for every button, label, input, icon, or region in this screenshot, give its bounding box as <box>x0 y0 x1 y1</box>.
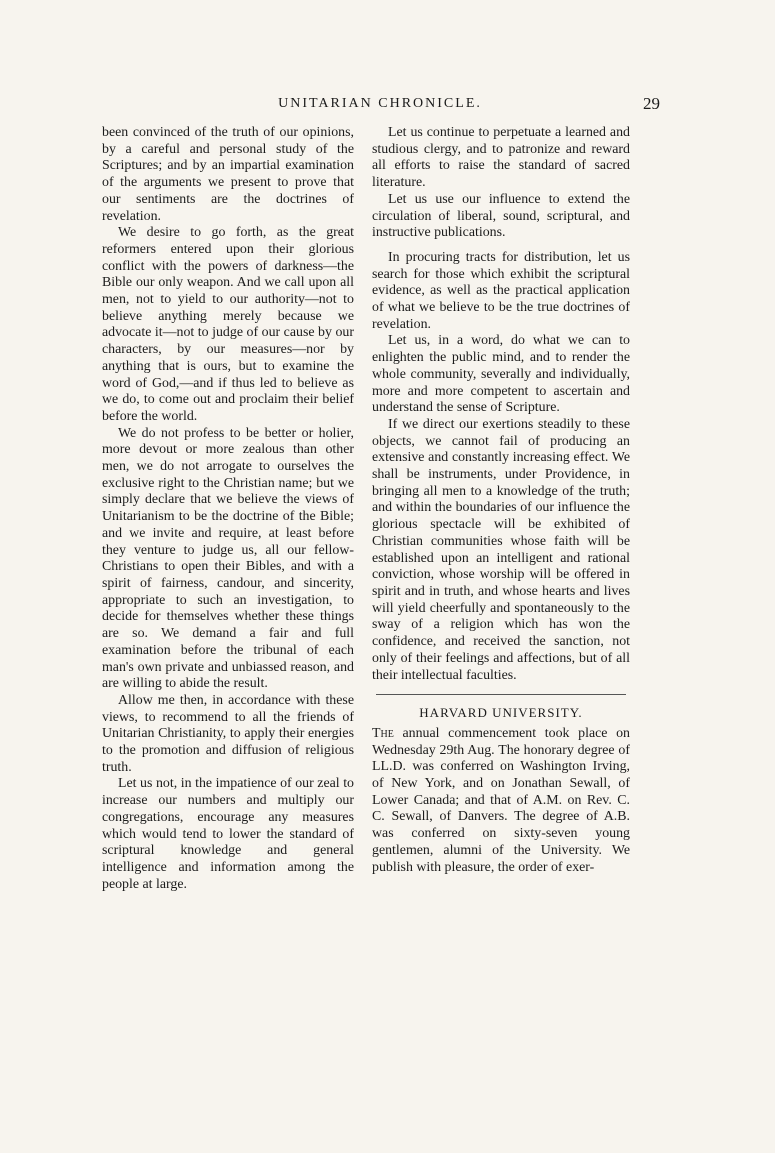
paragraph: Let us use our influence to extend the circulation of liberal, sound, scriptural, and instructive publications. <box>372 191 630 241</box>
paragraph: We do not profess to be better or holier, more devout or more zealous than other men, we do not arrogate to ourselves the exclusive right to the Christian name; but we simply declare that we believe the views of Unitarianism to be the doctrine of the Bible; and we invite and require, at least before they venture to judge us, all our fellow-Christians to open their Bibles, and with a spirit of fairness, candour, and sincerity, appropriate to such an investigation, to decide for themselves whether these things are so. We demand a fair and full examination before the tribunal of each man's own private and unbiassed reason, and are willing to abide the result. <box>102 425 354 692</box>
paragraph: Let us not, in the impatience of our zeal to increase our numbers and multiply our congregations, encourage any measures which would tend to lower the standard of scriptural knowledge and general intelligence and information among the people at large. <box>102 776 354 892</box>
paragraph: Allow me then, in accordance with these views, to recommend to all the friends of Unitarian Christianity, to apply their energies to the promotion and diffusion of religious truth. <box>102 692 354 775</box>
section-divider <box>376 694 626 695</box>
paragraph-body: annual commencement took place on Wednesday 29th Aug. The honorary degree of LL.D. was conferred on Washington Irving, of New York, and on Jonathan Sewall, of Lower Canada; and that of A.M. on Rev. C. C. Sewall, of Danvers. The degree of A.B. was conferred on sixty-seven young gentlemen, alumni of the University. We publish with pleasure, the order of exer- <box>372 725 630 875</box>
running-title: UNITARIAN CHRONICLE. <box>278 96 482 111</box>
right-column <box>372 125 630 876</box>
paragraph: In procuring tracts for distribution, let us search for those which exhibit the scriptural evidence, as well as the practical application of what we believe to be the true doctrines of revelation. <box>372 249 630 332</box>
paragraph-lead: The <box>372 725 394 741</box>
paragraph <box>372 726 630 876</box>
paragraph: Let us continue to perpetuate a learned and studious clergy, and to patronize and reward all efforts to raise the standard of sacred literature. <box>372 125 630 191</box>
paragraph: We desire to go forth, as the great reformers entered upon their glorious conflict with the powers of darkness—the Bible our only weapon. And we call upon all men, not to yield to our authority—not to believe anything merely because we advocate it—not to judge of our cause by our characters, by our measures—nor by anything that is ours, but to examine the word of God,—and if thus led to believe as we do, to come out and proclaim their belief before the world. <box>102 225 354 424</box>
paragraph: Let us, in a word, do what we can to enlighten the public mind, and to render the whole community, severally and individually, more and more competent to ascertain and understand the sense of Scripture. <box>372 333 630 416</box>
section-heading: HARVARD UNIVERSITY. <box>419 705 583 721</box>
page-number: 29 <box>643 94 660 113</box>
paragraph: If we direct our exertions steadily to these objects, we cannot fail of producing an extensive and constantly increasing effect. We shall be instruments, under Providence, in bringing all men to a knowledge of the truth; and within the boundaries of our influence the glorious spectacle will be exhibited of Christian communities whose faith will be established upon an intelligent and rational conviction, whose worship will be offered in spirit and in truth, and whose hearts and lives will yield cheerfully and spontaneously to the sway of a religion which has won the confidence, and received the sanction, not only of their feelings and affections, but of all their intellectual faculties. <box>372 416 630 683</box>
paragraph: been convinced of the truth of our opinions, by a careful and personal study of the Scriptures; and by an impartial examination of the arguments we present to prove that our sentiments are the doctrines of revelation. <box>102 125 354 224</box>
left-column <box>102 125 354 893</box>
page-header <box>100 96 660 118</box>
